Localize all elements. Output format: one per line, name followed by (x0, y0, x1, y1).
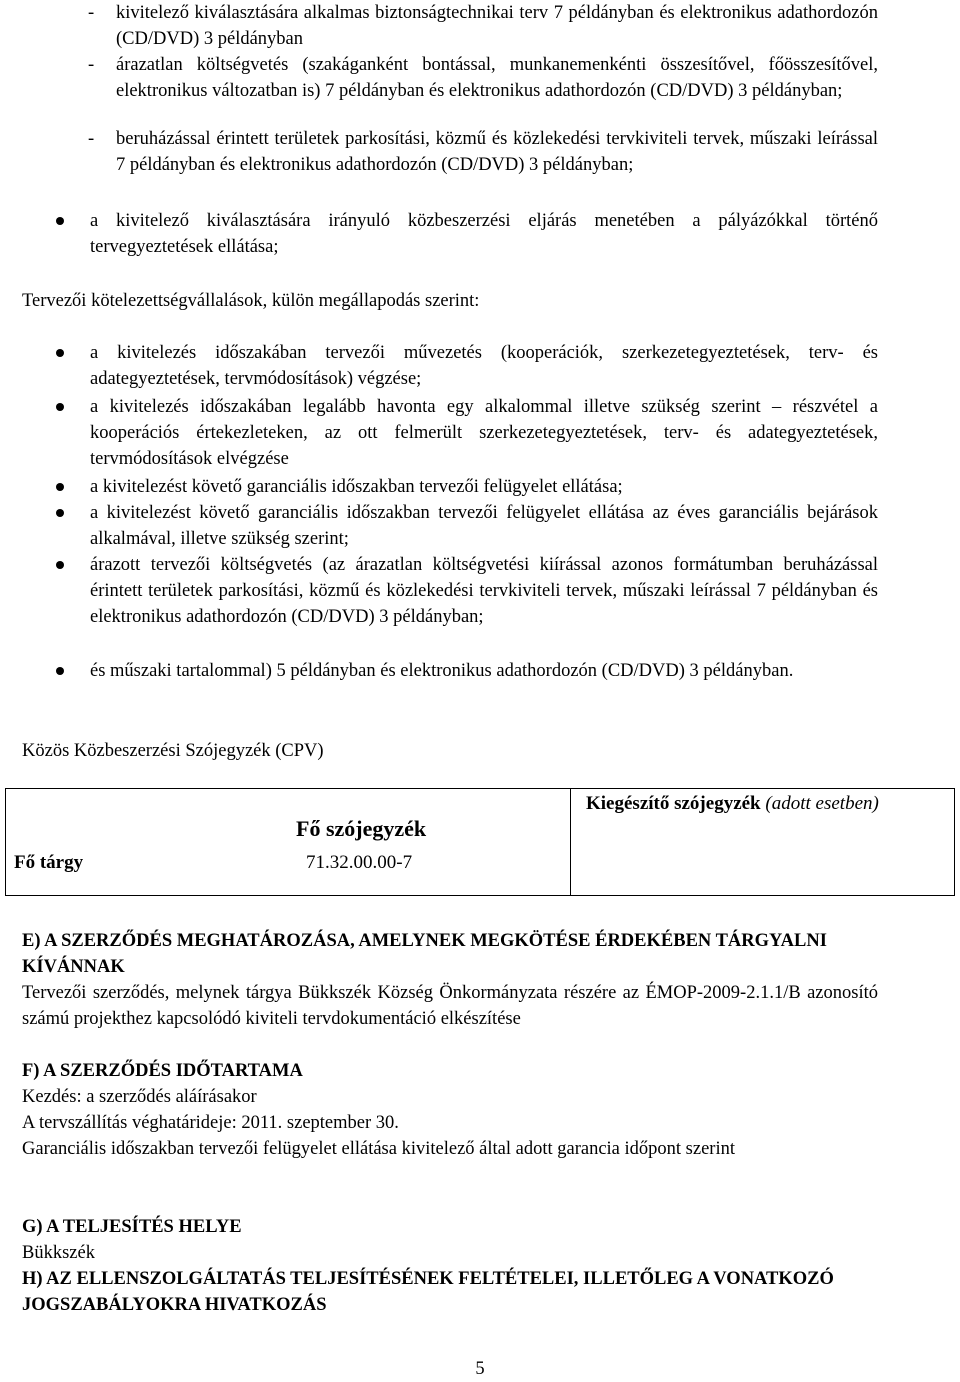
dash-marker: - (88, 129, 95, 149)
page-number: 5 (475, 1359, 485, 1379)
supplementary-label: Kiegészítő szójegyzék (586, 793, 761, 814)
dash-item-text: kivitelező kiválasztására alkalmas biztonságtechnikai terv 7 példányban és elektronikus adathordozón (CD/DVD) 3 példányban (116, 3, 878, 49)
dash-item (88, 0, 878, 52)
table-divider (570, 789, 571, 895)
main-object-label: Fő tárgy (14, 852, 84, 873)
dash-marker: - (88, 3, 95, 23)
supplementary-vocabulary-header (586, 791, 879, 817)
bullet-icon (56, 217, 64, 225)
bullet-item (56, 658, 878, 684)
obligations-heading: Tervezői kötelezettségvállalások, külön megállapodás szerint: (22, 291, 480, 311)
section-f-heading: F) A SZERZŐDÉS IDŐTARTAMA (22, 1061, 303, 1081)
dash-marker: - (88, 55, 95, 75)
section-e-text: Tervezői szerződés, melynek tárgya Bükkszék Község Önkormányzata részére az ÉMOP-2009-2.1.1/B azonosító számú projekthez kapcsolódó kiviteli tervdokumentáció elkészítése (22, 983, 878, 1029)
dash-item-text: árazatlan költségvetés (szakáganként bontással, munkanemenkénti összesítővel, főösszesítővel, elektronikus változatban is) 7 példányban és elektronikus adathordozón (CD/DVD) 3 példányban; (116, 55, 878, 101)
bullet-item-text: a kivitelező kiválasztására irányuló közbeszerzési eljárás menetében a pályázókkal történő tervegyeztetések ellátása; (90, 211, 878, 257)
bullet-icon (56, 667, 64, 675)
bullet-icon (56, 509, 64, 517)
cpv-table (5, 788, 955, 896)
supplementary-qualifier: (adott esetben) (765, 793, 879, 814)
dash-item (88, 126, 878, 178)
bullet-item (56, 394, 878, 472)
bullet-icon (56, 403, 64, 411)
dash-item-text: beruházással érintett területek parkosítási, közmű és közlekedési tervkiviteli tervek, műszaki leírással 7 példányban és elektronikus adathordozón (CD/DVD) 3 példányban; (116, 129, 878, 175)
bullet-item-text: a kivitelezést követő garanciális időszakban tervezői felügyelet ellátása; (90, 477, 623, 497)
section-f-start: Kezdés: a szerződés aláírásakor (22, 1087, 257, 1107)
section-g-place: Bükkszék (22, 1243, 95, 1263)
bullet-item-text: a kivitelezés időszakában tervezői művezetés (kooperációk, szerkezetegyeztetések, terv- és adategyeztetések, tervmódosítások) végzése; (90, 343, 878, 389)
bullet-item (56, 208, 878, 260)
main-object-code: 71.32.00.00-7 (306, 852, 413, 873)
bullet-icon (56, 561, 64, 569)
bullet-item (56, 552, 878, 630)
bullet-item-text: és műszaki tartalommal) 5 példányban és elektronikus adathordozón (CD/DVD) 3 példányban. (90, 661, 794, 681)
bullet-item-text: árazott tervezői költségvetés (az árazatlan költségvetési kiírással azonos formátumban beruházással érintett területek parkosítási, közmű és közlekedési tervkiviteli tervek, műszaki leírással 7 példányban és elektronikus adathordozón (CD/DVD) 3 példányban; (90, 555, 878, 627)
cpv-heading: Közös Közbeszerzési Szójegyzék (CPV) (22, 741, 324, 761)
dash-item (88, 52, 878, 104)
bullet-icon (56, 349, 64, 357)
section-f-warranty: Garanciális időszakban tervezői felügyelet ellátása kivitelező által adott garancia időpont szerint (22, 1139, 735, 1159)
bullet-item-text: a kivitelezés időszakában legalább havonta egy alkalommal illetve szükség szerint – részvétel a kooperációs értekezleteken, az ott felmerült szerkezetegyeztetések, terv- és adategyeztetések, tervmódosítások elvégzése (90, 397, 878, 469)
main-vocabulary-header: Fő szójegyzék (296, 816, 427, 841)
section-f-deadline: A tervszállítás véghatárideje: 2011. szeptember 30. (22, 1113, 399, 1133)
section-e-heading: E) A SZERZŐDÉS MEGHATÁROZÁSA, AMELYNEK MEGKÖTÉSE ÉRDEKÉBEN TÁRGYALNI KÍVÁNNAK (22, 931, 827, 977)
bullet-item (56, 474, 878, 500)
section-g-heading: G) A TELJESÍTÉS HELYE (22, 1217, 242, 1237)
bullet-item (56, 500, 878, 552)
section-h-heading: H) AZ ELLENSZOLGÁLTATÁS TELJESÍTÉSÉNEK FELTÉTELEI, ILLETŐLEG A VONATKOZÓ JOGSZABÁLYOKRA HIVATKOZÁS (22, 1269, 834, 1315)
bullet-item-text: a kivitelezést követő garanciális időszakban tervezői felügyelet ellátása az éves garanciális bejárások alkalmával, illetve szükség szerint; (90, 503, 878, 549)
bullet-icon (56, 483, 64, 491)
bullet-item (56, 340, 878, 392)
